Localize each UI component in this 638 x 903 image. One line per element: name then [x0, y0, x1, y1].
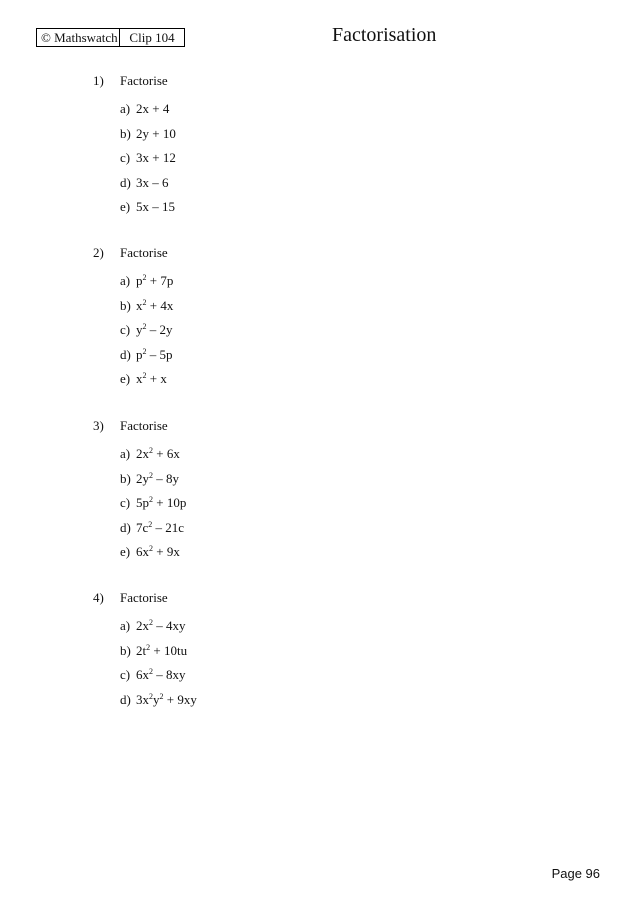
question-number: 1) [93, 73, 104, 88]
part-label: b) [120, 297, 131, 313]
page-title: Factorisation [332, 24, 437, 46]
part-label: a) [120, 273, 131, 288]
part-expression: $p^2 - 5p$ [136, 346, 173, 362]
question-heading: Factorise [120, 245, 168, 260]
question-number: 3) [93, 418, 104, 433]
part-label: e) [120, 544, 131, 559]
question-part [120, 544, 180, 560]
question-part [120, 471, 179, 487]
part-label: a) [120, 101, 131, 116]
part-expression: $x^2 + x$ [136, 371, 167, 386]
question-part [120, 371, 167, 387]
question-heading: Factorise [120, 590, 168, 605]
question-part [120, 643, 187, 659]
part-label: c) [120, 322, 131, 337]
question-part [120, 199, 175, 215]
part-label: a) [120, 618, 131, 633]
part-label: e) [120, 371, 131, 386]
part-expression: 5x – 15 [136, 199, 175, 214]
part-label: a) [120, 446, 131, 461]
part-label: d) [120, 174, 131, 190]
question-heading: Factorise [120, 73, 168, 88]
question-heading: Factorise [120, 418, 168, 433]
question-part [120, 495, 186, 511]
part-label: e) [120, 199, 131, 214]
part-label: c) [120, 667, 131, 682]
part-expression: $7c^2 - 21c$ [136, 519, 185, 535]
part-expression: $2x^2 - 4xy$ [136, 618, 186, 633]
part-expression: $2x^2 + 6x$ [136, 446, 180, 461]
part-expression: 3x + 12 [136, 150, 176, 165]
part-expression: 3x – 6 [136, 174, 169, 190]
clip-label: Clip 104 [129, 30, 175, 45]
part-expression: 2y + 10 [136, 125, 176, 141]
part-label: c) [120, 150, 131, 165]
part-label: d) [120, 346, 131, 362]
part-label: c) [120, 495, 131, 510]
part-expression: $2t^2 + 10tu$ [136, 642, 188, 658]
part-expression: $3x^2y^2 + 9xy$ [136, 691, 197, 707]
part-label: b) [120, 125, 131, 141]
part-label: b) [120, 470, 131, 486]
question-part [120, 618, 186, 634]
copyright-label: © Mathswatch [37, 29, 120, 46]
part-label: d) [120, 691, 131, 707]
question-part [120, 667, 186, 683]
page-number: Page 96 [551, 866, 600, 881]
question-number: 4) [93, 590, 104, 605]
part-label: b) [120, 642, 131, 658]
part-expression: 2x + 4 [136, 101, 170, 116]
question-part [120, 347, 173, 363]
header-box [36, 28, 185, 47]
question-number: 2) [93, 245, 104, 260]
question-part [120, 273, 173, 289]
question-part [120, 298, 173, 314]
part-expression: $6x^2 + 9x$ [136, 544, 180, 559]
part-expression: $5p^2 + 10p$ [136, 495, 187, 510]
part-expression: $x^2 + 4x$ [136, 297, 174, 313]
part-expression: $2y^2 - 8y$ [136, 470, 179, 486]
question-part [120, 520, 184, 536]
part-expression: $6x^2 - 8xy$ [136, 667, 186, 682]
part-expression: $p^2 + 7p$ [136, 273, 174, 288]
part-label: d) [120, 519, 131, 535]
question-part [120, 126, 176, 142]
question-part [120, 101, 169, 117]
question-part [120, 446, 180, 462]
question-part [120, 150, 176, 166]
question-part [120, 175, 169, 191]
part-expression: $y^2 - 2y$ [136, 322, 173, 337]
question-part [120, 322, 173, 338]
question-part [120, 692, 197, 708]
